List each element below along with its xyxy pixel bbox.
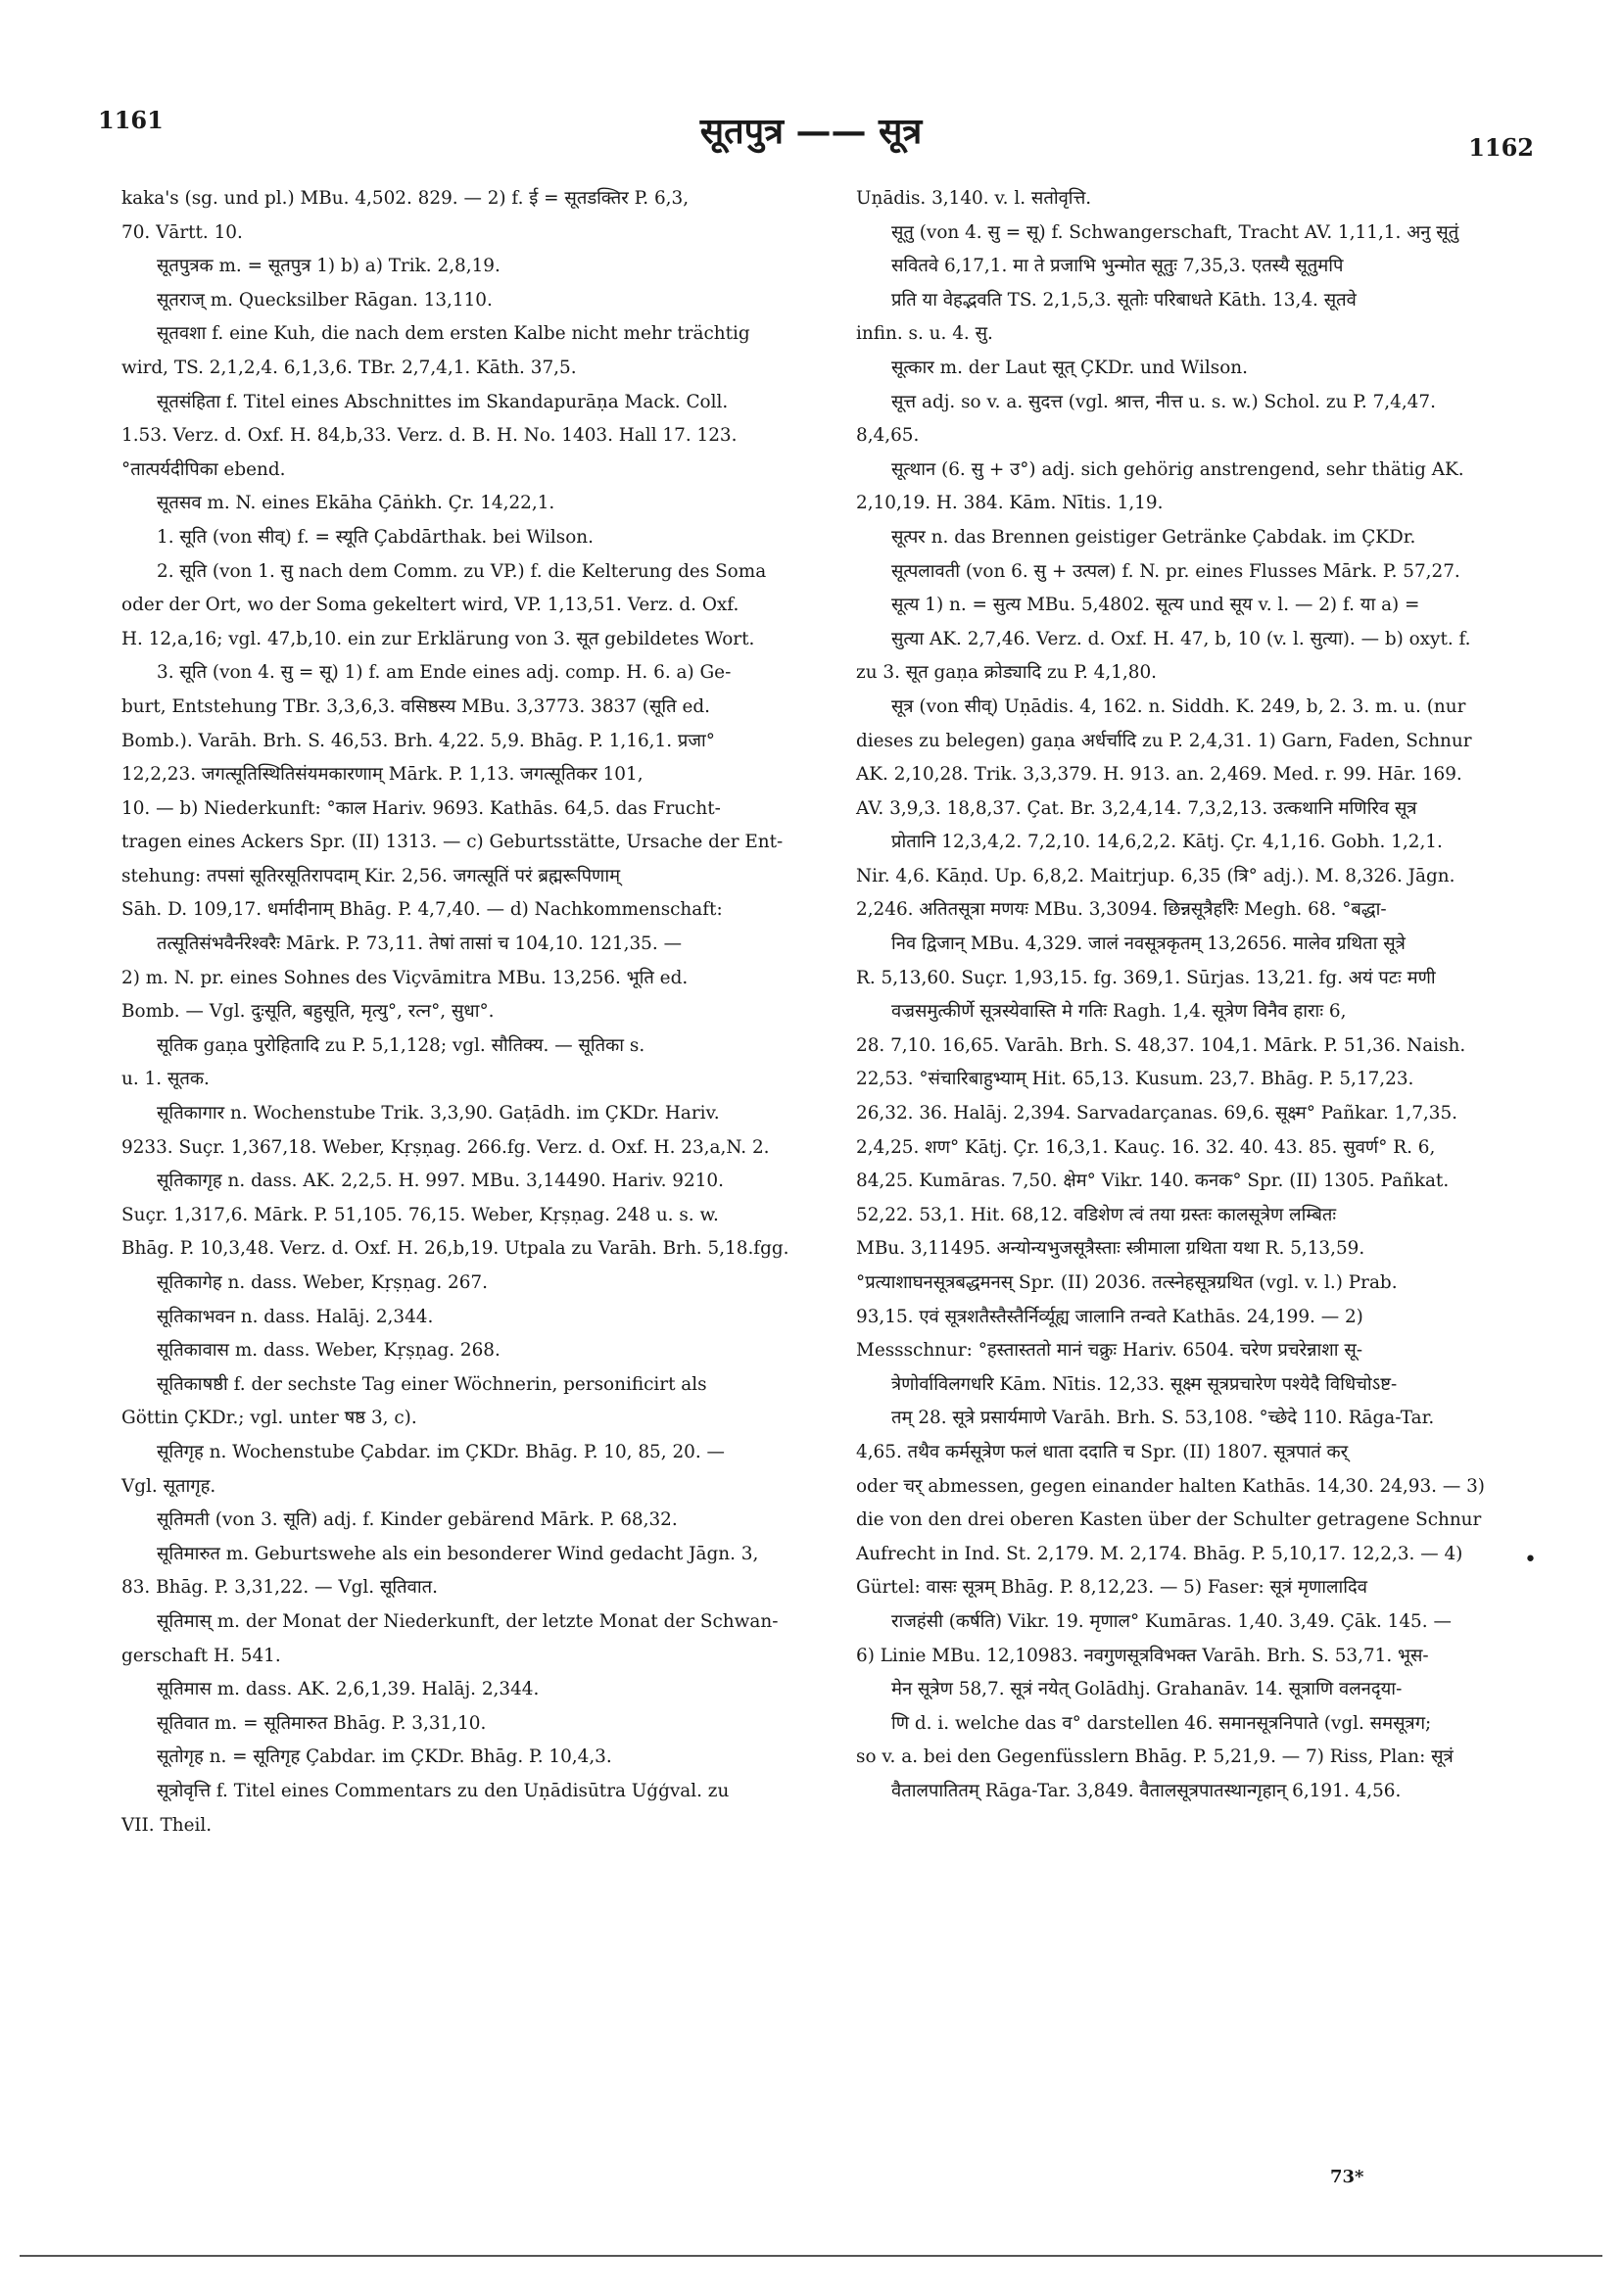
text-line: निव द्विजान् MBu. 4,329. जालं नवसूत्रकृतम् 13,2656. मालेव ग्रथिता सूत्रे (891, 933, 1406, 955)
running-title: सूतपुत्र —— सूत्र (699, 111, 923, 152)
text-line: तत्सूतिसंभवैर्नरेश्वरैः Mārk. P. 73,11. तेषां तासां च 104,10. 121,35. — (157, 933, 682, 955)
text-line: tragen eines Ackers Spr. (II) 1313. — c) Geburtsstätte, Ursache der Ent- (121, 832, 784, 853)
text-line: सूत्र (von सीव्) Uṇādis. 4, 162. n. Siddh. K. 249, b, 2. 3. m. u. (nur (891, 695, 1466, 717)
text-line: मेन सूत्रेण 58,7. सूत्रं नयेत् Golādhj. Grahanāv. 14. सूत्राणि वलनदृया- (891, 1679, 1403, 1700)
text-line: Messschnur: °हस्तास्ततो मानं चक्रुः Hariv. 6504. चरेण प्रचरेन्नाशा सू- (856, 1340, 1363, 1362)
text-line: oder der Ort, wo der Soma gekeltert wird, VP. 1,13,51. Verz. d. Oxf. (121, 595, 739, 616)
text-line: AK. 2,10,28. Trik. 3,3,379. H. 913. an. 2,469. Med. r. 99. Hār. 169. (856, 764, 1462, 786)
text-line: 10. — b) Niederkunft: °काल Hariv. 9693. Kathās. 64,5. das Frucht- (121, 797, 721, 819)
text-line: VII. Theil. (121, 1814, 213, 1836)
page-number-left: 1161 (98, 106, 164, 134)
text-line: णि d. i. welche das व° darstellen 46. समानसूत्रनिपाते (vgl. समसूत्रग; (891, 1712, 1432, 1734)
text-line: सूत्रोवृत्ति f. Titel eines Commentars zu den Uṇādisūtra Uģģval. zu (157, 1780, 730, 1801)
text-line: H. 12,a,16; vgl. 47,b,10. ein zur Erklärung von 3. सूत gebildetes Wort. (121, 628, 755, 649)
text-line: 2) m. N. pr. eines Sohnes des Viçvāmitra MBu. 13,256. भूति ed. (121, 967, 689, 988)
text-line: u. 1. सूतक. (121, 1069, 210, 1090)
text-line: सूत्त adj. so v. a. सुदत्त (vgl. श्रात्त, नीत्त u. s. w.) Schol. zu P. 7,4,47. (891, 391, 1436, 412)
text-line: 1. सूति (von सीव्) f. = स्यूति Çabdārthak. bei Wilson. (157, 526, 594, 548)
text-line: 52,22. 53,1. Hit. 68,12. वडिशेण त्वं तया ग्रस्तः कालसूत्रेण लम्बितः (856, 1204, 1337, 1225)
text-line: AV. 3,9,3. 18,8,37. Çat. Br. 3,2,4,14. 7,3,2,13. उत्कथानि मणिरिव सूत्र (856, 797, 1417, 819)
text-line: gerschaft H. 541. (121, 1645, 281, 1666)
text-line: 2. सूति (von 1. सु nach dem Comm. zu VP.) f. die Kelterung des Soma (157, 560, 767, 582)
text-line: 84,25. Kumāras. 7,50. क्षेम° Vikr. 140. कनक° Spr. (II) 1305. Pañkat. (856, 1171, 1450, 1192)
text-line: Suçr. 1,317,6. Mārk. P. 51,105. 76,15. Weber, Kṛṣṇag. 248 u. s. w. (121, 1204, 719, 1225)
text-line: Bomb. — Vgl. दुःसूति, बहुसूति, मृत्यु°, रत्न°, सुधा°. (121, 1001, 495, 1023)
text-line: सवितवे 6,17,1. मा ते प्रजाभि भुन्मोत सूतुः 7,35,3. एतस्यै सूतुमपि (891, 256, 1344, 277)
text-line: 26,32. 36. Halāj. 2,394. Sarvadarçanas. 69,6. सूक्ष्म° Pañkar. 1,7,35. (856, 1103, 1458, 1124)
text-line: Vgl. सूतागृह. (121, 1475, 216, 1497)
text-line: सूतसव m. N. eines Ekāha Çāṅkh. Çr. 14,22,1. (157, 493, 555, 514)
text-line: प्रोतानि 12,3,4,2. 7,2,10. 14,6,2,2. Kātj. Çr. 4,1,16. Gobh. 1,2,1. (891, 832, 1443, 853)
text-line: सूतिकावास m. dass. Weber, Kṛṣṇag. 268. (157, 1340, 501, 1362)
text-line: °प्रत्याशाघनसूत्रबद्धमनस् Spr. (II) 2036. तत्स्नेहसूत्रग्रथित (vgl. v. l.) Prab. (856, 1272, 1398, 1293)
text-line: 83. Bhāg. P. 3,31,22. — Vgl. सूतिवात. (121, 1577, 438, 1599)
page-number-right: 1162 (1468, 133, 1534, 162)
text-line: सूतिमास् m. der Monat der Niederkunft, der letzte Monat der Schwan- (157, 1610, 779, 1632)
text-line: सूत्थान (6. सु + उ°) adj. sich gehörig anstrengend, sehr thätig AK. (891, 458, 1464, 480)
text-line: Nir. 4,6. Kāṇd. Up. 6,8,2. Maitrjup. 6,35 (त्रि° adj.). M. 8,326. Jāgn. (856, 865, 1455, 886)
text-line: Aufrecht in Ind. St. 2,179. M. 2,174. Bhāg. P. 5,10,17. 12,2,3. — 4) (856, 1543, 1463, 1564)
text-line: सूतोगृह n. = सूतिगृह Çabdar. im ÇKDr. Bhāg. P. 10,4,3. (157, 1746, 612, 1768)
text-line: Göttin ÇKDr.; vgl. unter षष्ठ 3, c). (121, 1408, 417, 1429)
text-line: वैतालपातितम् Rāga-Tar. 3,849. वैतालसूत्रपातस्थान्गृहान् 6,191. 4,56. (891, 1780, 1402, 1801)
text-line: Gürtel: वासः सूत्रम् Bhāg. P. 8,12,23. — 5) Faser: सूत्रं मृणालादिव (856, 1577, 1368, 1599)
text-line: MBu. 3,11495. अन्योन्यभुजसूत्रैस्ताः स्त्रीमाला ग्रथिता यथा R. 5,13,59. (856, 1238, 1365, 1260)
text-line: सूतिमारुत m. Geburtswehe als ein besonderer Wind gedacht Jāgn. 3, (157, 1543, 759, 1564)
bottom-rule (20, 2255, 1602, 2257)
text-line: सूतिकागृह n. dass. AK. 2,2,5. H. 997. MBu. 3,14490. Hariv. 9210. (157, 1171, 724, 1192)
text-line: 12,2,23. जगत्सूतिस्थितिसंयमकारणाम् Mārk. P. 1,13. जगत्सूतिकर 101, (121, 764, 644, 786)
text-line: 6) Linie MBu. 12,10983. नवगुणसूत्रविभक्त Varāh. Brh. S. 53,71. भूस- (856, 1645, 1429, 1666)
text-line: °तात्पर्यदीपिका ebend. (121, 458, 286, 480)
text-line: सूतिकाषष्ठी f. der sechste Tag einer Wöchnerin, personificirt als (157, 1373, 707, 1395)
text-line: die von den drei oberen Kasten über der Schulter getragene Schnur (856, 1509, 1482, 1531)
text-line: सूतिकागेह n. dass. Weber, Kṛṣṇag. 267. (157, 1272, 488, 1293)
text-line: सूतिगृह n. Wochenstube Çabdar. im ÇKDr. Bhāg. P. 10, 85, 20. — (157, 1441, 725, 1462)
text-line: सूत्पलावती (von 6. सु + उत्पल) f. N. pr. eines Flusses Mārk. P. 57,27. (891, 560, 1460, 582)
text-line: सूतिमती (von 3. सूति) adj. f. Kinder gebärend Mārk. P. 68,32. (157, 1509, 678, 1531)
text-line: वज्रसमुत्कीर्णे सूत्रस्येवास्ति मे गतिः Ragh. 1,4. सूत्रेण विनैव हाराः 6, (891, 1001, 1347, 1023)
text-line: सूतु (von 4. सु = सू) f. Schwangerschaft, Tracht AV. 1,11,1. अनु सूतुं (891, 221, 1459, 243)
text-line: stehung: तपसां सूतिरसूतिरापदाम् Kir. 2,56. जगत्सूतिं परं ब्रह्मरूपिणाम् (121, 865, 621, 886)
text-line: सूतपुत्रक m. = सूतपुत्र 1) b) a) Trik. 2,8,19. (157, 256, 501, 277)
signature-mark: 73* (1330, 2167, 1364, 2187)
text-line: 70. Vārtt. 10. (121, 221, 243, 243)
text-line: सूतिवात m. = सूतिमारुत Bhāg. P. 3,31,10. (157, 1712, 487, 1734)
right-column (856, 182, 1524, 1809)
text-line: 28. 7,10. 16,65. Varāh. Brh. S. 48,37. 104,1. Mārk. P. 51,36. Naish. (856, 1034, 1466, 1056)
text-line: सूत्पर n. das Brennen geistiger Getränke Çabdak. im ÇKDr. (891, 526, 1416, 548)
text-line: सूतवशा f. eine Kuh, die nach dem ersten Kalbe nicht mehr trächtig (157, 323, 750, 345)
page-header (0, 106, 1622, 162)
text-line: सूतसंहिता f. Titel eines Abschnittes im Skandapurāṇa Mack. Coll. (157, 391, 729, 412)
text-line: सूतिकागार n. Wochenstube Trik. 3,3,90. Gaṭādh. im ÇKDr. Hariv. (157, 1103, 720, 1124)
text-line: सूतराज् m. Quecksilber Rāgan. 13,110. (157, 289, 493, 311)
text-line: 1.53. Verz. d. Oxf. H. 84,b,33. Verz. d. B. H. No. 1403. Hall 17. 123. (121, 425, 738, 447)
text-line: तम् 28. सूत्रे प्रसार्यमाणे Varāh. Brh. S. 53,108. °च्छेदे 110. Rāga-Tar. (891, 1408, 1435, 1429)
text-line: zu 3. सूत gaṇa क्रोड्यादि zu P. 4,1,80. (856, 662, 1157, 684)
text-line: Sāh. D. 109,17. धर्मादीनाम् Bhāg. P. 4,7,40. — d) Nachkommenschaft: (121, 899, 723, 921)
text-line: राजहंसी (कर्षति) Vikr. 19. मृणाल° Kumāras. 1,40. 3,49. Çāk. 145. — (891, 1610, 1452, 1632)
text-line: 8,4,65. (856, 425, 920, 447)
margin-dot: • (1524, 1548, 1537, 1572)
text-line: 93,15. एवं सूत्रशतैस्तैस्तैर्निर्व्यूह्य जालानि तन्वते Kathās. 24,199. — 2) (856, 1306, 1363, 1327)
text-line: 4,65. तथैव कर्मसूत्रेण फलं धाता ददाति च Spr. (II) 1807. सूत्रपातं कर् (856, 1441, 1349, 1462)
text-line: Bomb.). Varāh. Brh. S. 46,53. Brh. 4,22. 5,9. Bhāg. P. 1,16,1. प्रजा° (121, 730, 715, 751)
text-line: सूतिमास m. dass. AK. 2,6,1,39. Halāj. 2,344. (157, 1679, 540, 1700)
text-line: wird, TS. 2,1,2,4. 6,1,3,6. TBr. 2,7,4,1. Kāth. 37,5. (121, 357, 577, 378)
text-line: burt, Entstehung TBr. 3,3,6,3. वसिष्ठस्य MBu. 3,3773. 3837 (सूति ed. (121, 695, 710, 717)
text-line: 3. सूति (von 4. सु = सू) 1) f. am Ende eines adj. comp. H. 6. a) Ge- (157, 662, 732, 684)
text-line: 2,4,25. शण° Kātj. Çr. 16,3,1. Kauç. 16. 32. 40. 43. 85. सुवर्ण° R. 6, (856, 1136, 1436, 1158)
text-line: 2,10,19. H. 384. Kām. Nītis. 1,19. (856, 493, 1164, 514)
text-line: so v. a. bei den Gegenfüsslern Bhāg. P. 5,21,9. — 7) Riss, Plan: सूत्रं (856, 1746, 1454, 1768)
text-line: प्रति या वेहद्भवति TS. 2,1,5,3. सूतोः परिबाधते Kāth. 13,4. सूतवे (891, 289, 1357, 311)
text-line: त्रेणोर्वाविलगधरि Kām. Nītis. 12,33. सूक्ष्म सूत्रप्रचारेण पश्येदै विधिचोऽष्ट- (891, 1373, 1398, 1395)
text-line: सुत्या AK. 2,7,46. Verz. d. Oxf. H. 47, b, 10 (v. l. सुत्या). — b) oxyt. f. (891, 628, 1471, 649)
text-line: सूतिकाभवन n. dass. Halāj. 2,344. (157, 1306, 434, 1327)
left-column (121, 182, 789, 1842)
text-line: R. 5,13,60. Suçr. 1,93,15. fg. 369,1. Sūrjas. 13,21. fg. अयं पटः मणी (856, 967, 1436, 988)
text-line: 22,53. °संचारिबाहुभ्याम् Hit. 65,13. Kusum. 23,7. Bhāg. P. 5,17,23. (856, 1069, 1414, 1090)
text-line: dieses zu belegen) gaṇa अर्धर्चादि zu P. 2,4,31. 1) Garn, Faden, Schnur (856, 730, 1472, 751)
text-line: 9233. Suçr. 1,367,18. Weber, Kṛṣṇag. 266.fg. Verz. d. Oxf. H. 23,a,N. 2. (121, 1136, 770, 1158)
text-line: kaka's (sg. und pl.) MBu. 4,502. 829. — 2) f. ई = सूतडक्तिर P. 6,3, (121, 188, 690, 209)
text-line: infin. s. u. 4. सु. (856, 323, 993, 345)
text-line: oder चर् abmessen, gegen einander halten Kathās. 14,30. 24,93. — 3) (856, 1475, 1485, 1497)
text-line: सूतिक gaṇa पुरोहितादि zu P. 5,1,128; vgl. सौतिक्य. — सूतिका s. (157, 1034, 645, 1056)
text-line: 2,246. अतितसूत्रा मणयः MBu. 3,3094. छिन्नसूत्रैर्हारैः Megh. 68. °बद्धा- (856, 899, 1387, 921)
text-line: Uṇādis. 3,140. v. l. सतोवृत्ति. (856, 188, 1092, 209)
text-line: सूत्य 1) n. = सुत्य MBu. 5,4802. सूत्य und सूय v. l. — 2) f. या a) = (891, 595, 1420, 616)
text-line: सूत्कार m. der Laut सूत् ÇKDr. und Wilson. (891, 357, 1248, 378)
text-line: Bhāg. P. 10,3,48. Verz. d. Oxf. H. 26,b,19. Utpala zu Varāh. Brh. 5,18.fgg. (121, 1238, 789, 1260)
